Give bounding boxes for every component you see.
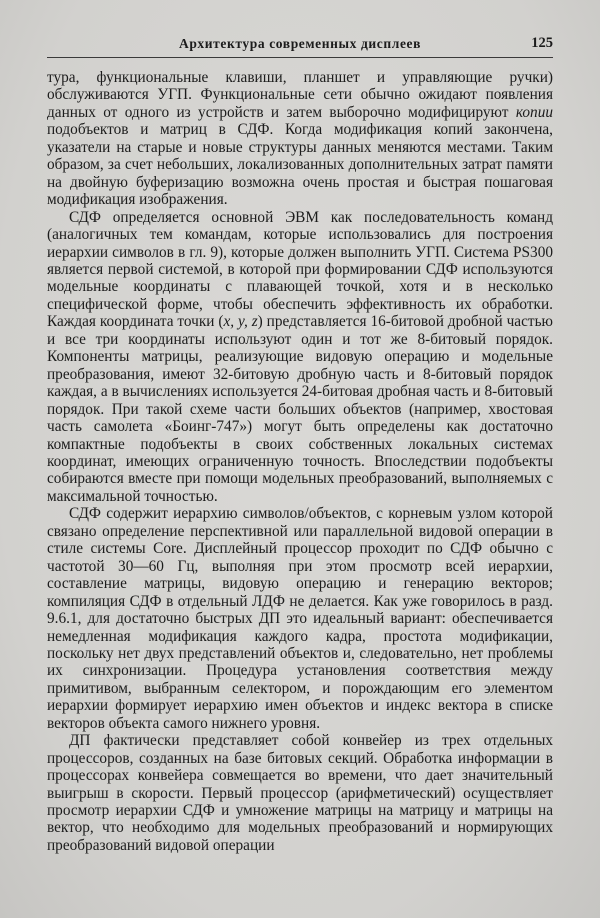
text-run: подобъектов и матриц в СДФ. Когда модификация копий закончена, указатели на старые и новые структуры данных меняются местами. Таким образом, за счет небольших, локализованных дополнительных затрат памяти на двойную буферизацию возможна очень простая и быстрая пошаговая модификация изображения. (47, 121, 553, 209)
paragraph (47, 209, 553, 506)
running-header (47, 36, 553, 58)
emphasized-text: копии (515, 103, 553, 121)
page-body (47, 69, 553, 854)
text-run: тура, функциональные клавиши, планшет и управляющие ручки) обслуживаются УГП. Функциональные сети обычно ожидают появления данных от одного из устройств и затем выборочно модифицируют (47, 69, 553, 121)
text-run: СДФ содержит иерархию символов/объектов, с корневым узлом которой связано определение перспективной или параллельной видовой операции в стиле системы Core. Дисплейный процессор проходит по СДФ обычно с частотой 30—60 Гц, выполняя при этом просмотр всей иерархии, составление матрицы, видовую операцию и генерацию векторов; компиляция СДФ в отдельный ЛДФ не делается. Как уже говорилось в разд. 9.6.1, для достаточно быстрых ДП это идеальный вариант: обеспечивается немедленная модификация каждого кадра, простота модификации, поскольку нет двух представлений объектов и, следовательно, нет проблемы их синхронизации. Процедура установления соответствия между примитивом, выбранным селектором, и порождающим его элементом иерархии формирует иерархию имен объектов и индекс вектора в списке векторов объекта самого нижнего уровня. (47, 505, 553, 732)
paragraph (47, 732, 553, 854)
header-title: Архитектура современных дисплеев (178, 36, 422, 51)
text-run: ДП фактически представляет собой конвейер из трех отдельных процессоров, созданных на базе битовых секций. Обработка информации в процессорах конвейера совмещается во времени, что дает значительный выигрыш в скорости. Первый процессор (арифметический) осуществляет просмотр иерархии СДФ и умножение матрицы на матрицу и матрицы на вектор, что необходимо для модельных преобразований и нормирующих преобразований видовой операции (47, 732, 553, 854)
paragraph (47, 505, 553, 732)
emphasized-text: x, y, z (223, 313, 258, 331)
text-run: СДФ определяется основной ЭВМ как последовательность команд (аналогичных тем командам, которые использовались для построения иерархии символов в гл. 9), которые должен выполнить УГП. Система PS300 является первой системой, в которой при формировании СДФ используются модельные координаты с плавающей точкой, хотя и в несколько специфической форме, чтобы обеспечить эффективность их обработки. Каждая координата точки ( (47, 208, 553, 331)
page-number: 125 (531, 35, 553, 51)
paragraph (47, 69, 553, 209)
text-run: ) представляется 16-битовой дробной частью и все три координаты используют один и тот же 8-битовый порядок. Компоненты матрицы, реализующие видовую операцию и модельные преобразования, имеют 32-битовую дробную часть и 8-битовый порядок каждая, а в вычислениях используется 24-битовая дробная часть и 8-битовый порядок. При такой схеме части больших объектов (например, хвостовая часть самолета «Боинг-747») могут быть определены как достаточно компактные подобъекты в своих собственных локальных системах координат, имеющих ограниченную точность. Впоследствии подобъекты собираются вместе при помощи модельных преобразований, выполняемых с максимальной точностью. (47, 313, 553, 505)
